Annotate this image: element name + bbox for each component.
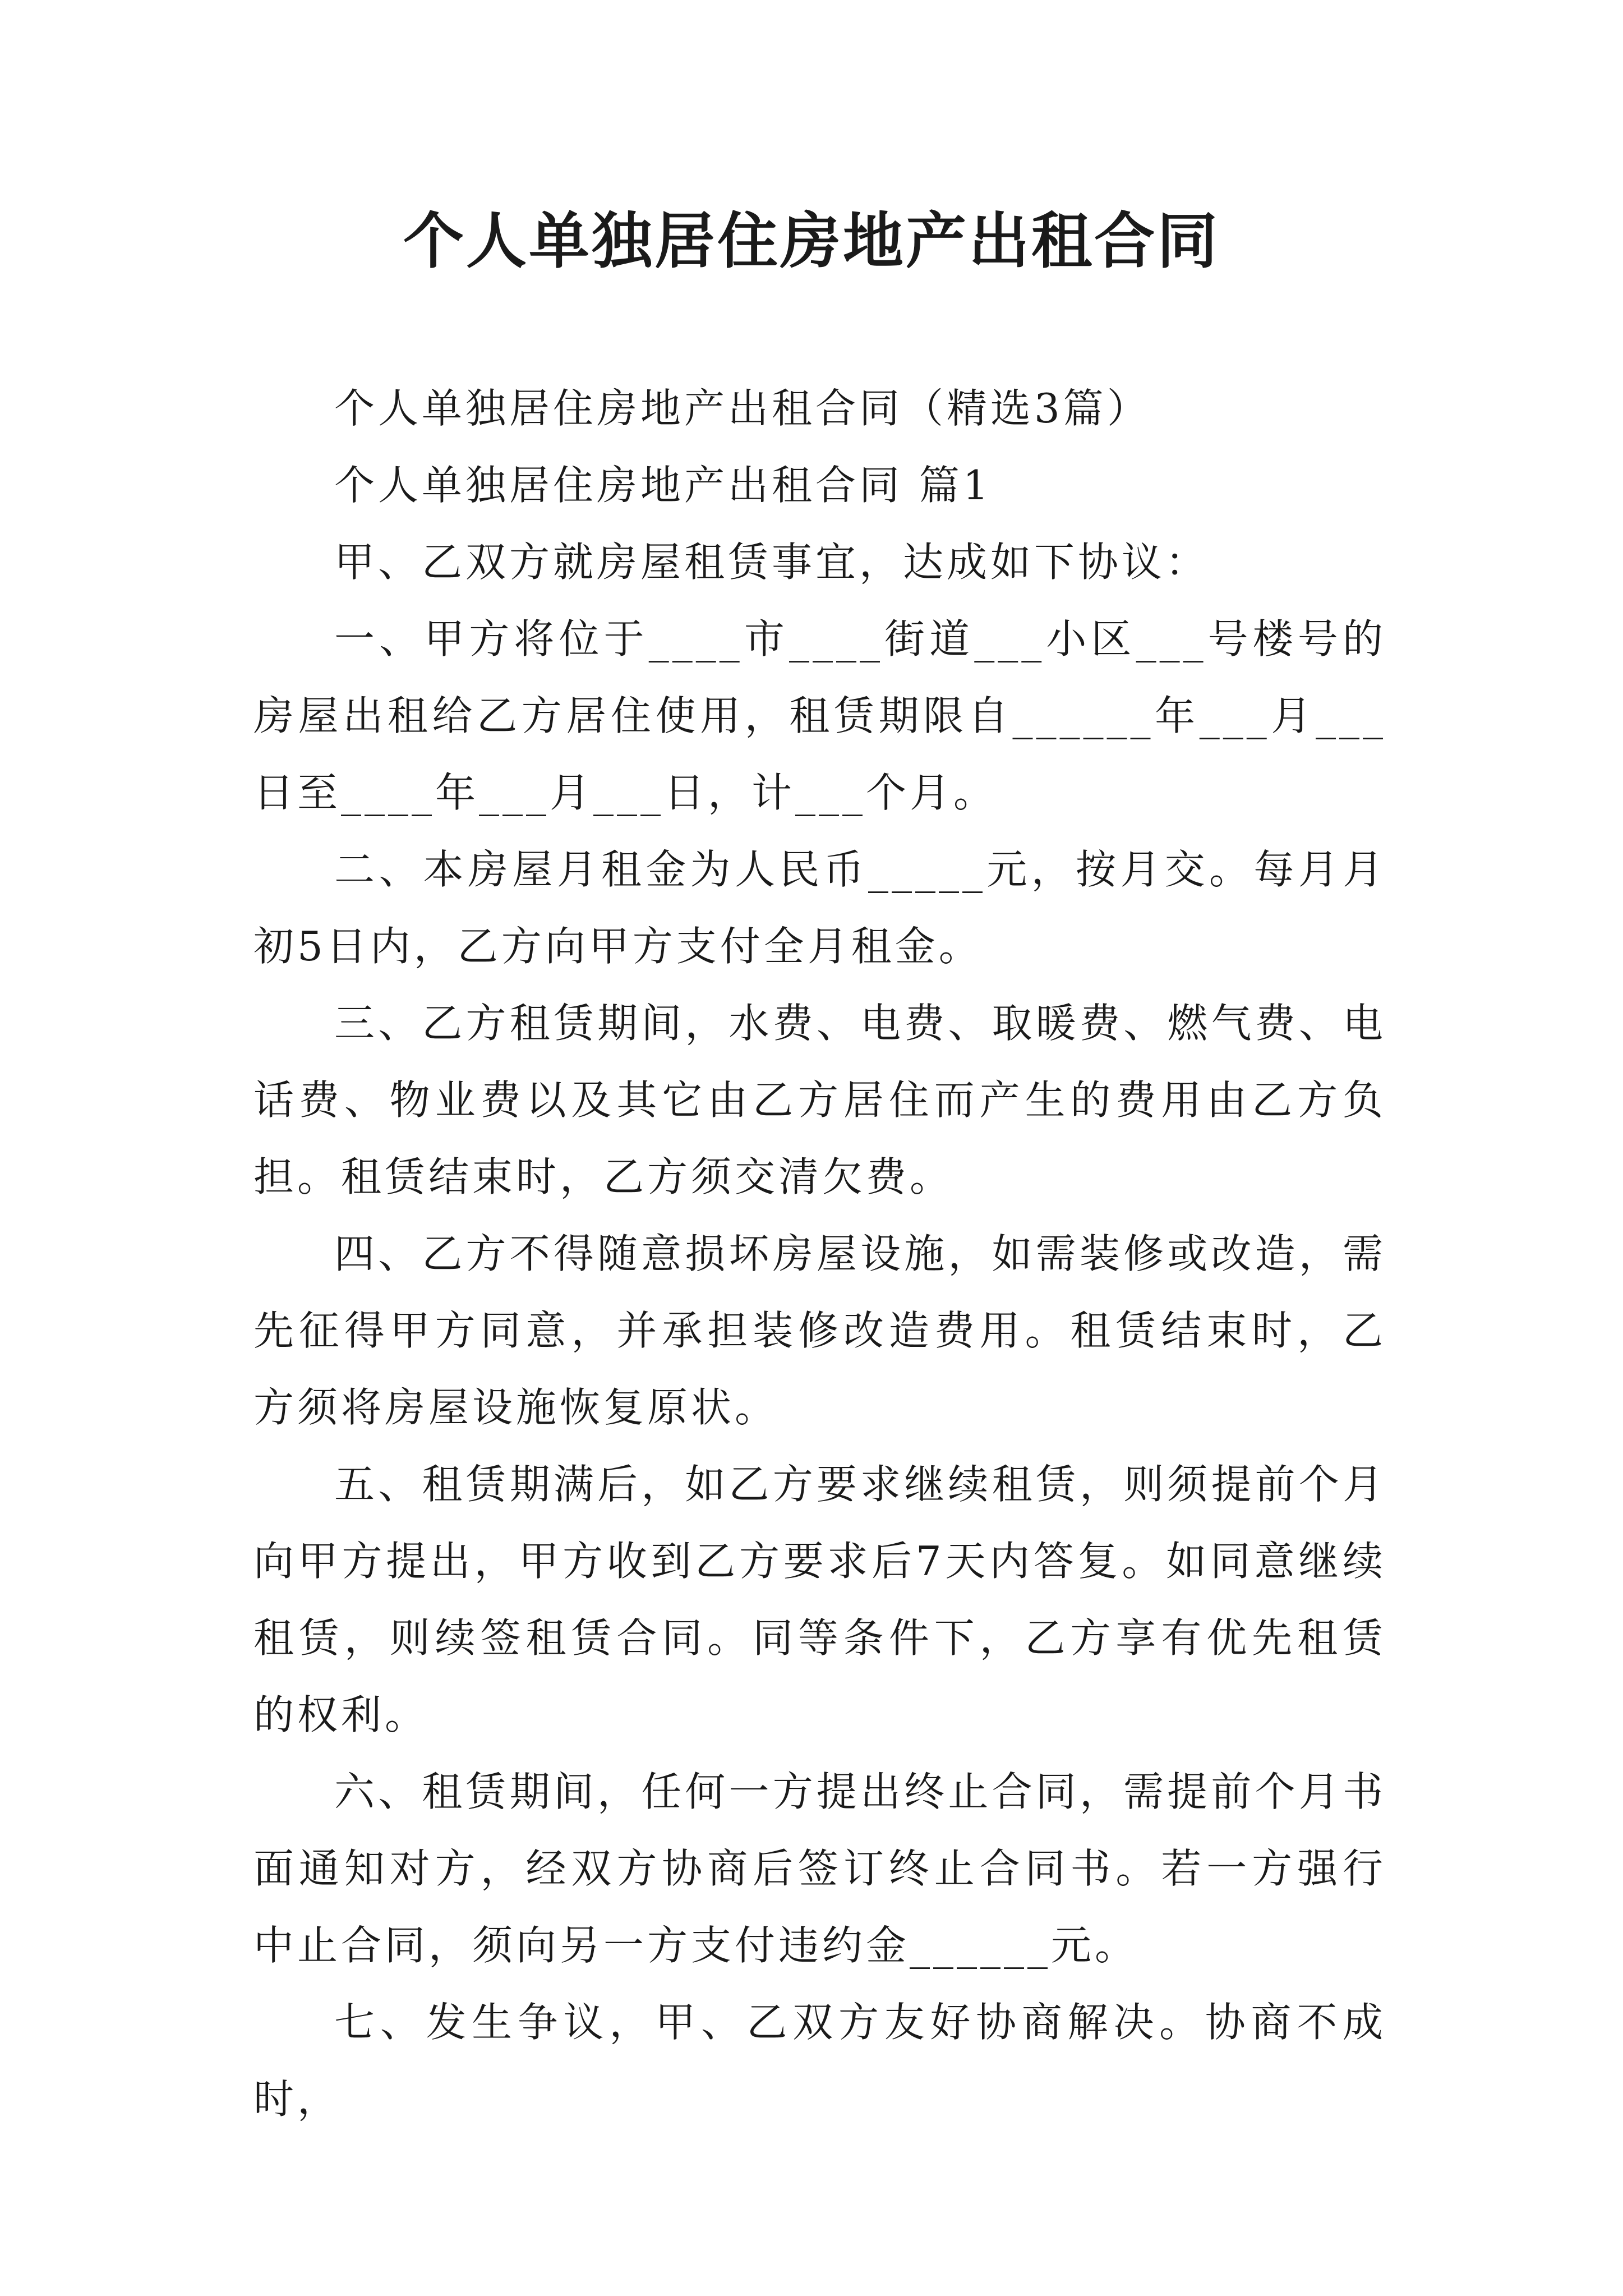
- paragraph-section-heading: 个人单独居住房地产出租合同 篇1: [334, 462, 992, 509]
- paragraph-clause-5: 五、租赁期满后，如乙方要求继续租赁，则须提前个月向甲方提出，甲方收到乙方要求后7天内答复。如同意继续租赁，则续签租赁合同。同等条件下，乙方享有优先租赁的权利。: [253, 1461, 1386, 1738]
- paragraph-clause-3: 三、乙方租赁期间，水费、电费、取暖费、燃气费、电话费、物业费以及其它由乙方居住而产生的费用由乙方负担。租赁结束时，乙方须交清欠费。: [253, 1000, 1386, 1200]
- paragraph-clause-7: 七、发生争议，甲、乙双方友好协商解决。协商不成时，: [253, 1999, 1386, 2123]
- paragraph-clause-1: 一、甲方将位于____市____街道___小区___号楼号的房屋出租给乙方居住使用，租赁期限自______年___月___日至____年___月___日，计___个月。: [253, 615, 1386, 816]
- document-body: [253, 370, 1386, 2138]
- paragraph-clause-6: 六、租赁期间，任何一方提出终止合同，需提前个月书面通知对方，经双方协商后签订终止合同书。若一方强行中止合同，须向另一方支付违约金______元。: [253, 1768, 1386, 1969]
- paragraph-clause-4: 四、乙方不得随意损坏房屋设施，如需装修或改造，需先征得甲方同意，并承担装修改造费用。租赁结束时，乙方须将房屋设施恢复原状。: [253, 1230, 1386, 1431]
- paragraph-clause-2: 二、本房屋月租金为人民币_____元，按月交。每月月初5日内，乙方向甲方支付全月租金。: [253, 846, 1386, 970]
- document-title: 个人单独居住房地产出租合同: [403, 206, 1220, 277]
- paragraph-intro: 甲、乙双方就房屋租赁事宜，达成如下协议：: [334, 539, 1210, 586]
- paragraph-subtitle: 个人单独居住房地产出租合同（精选3篇）: [334, 385, 1151, 432]
